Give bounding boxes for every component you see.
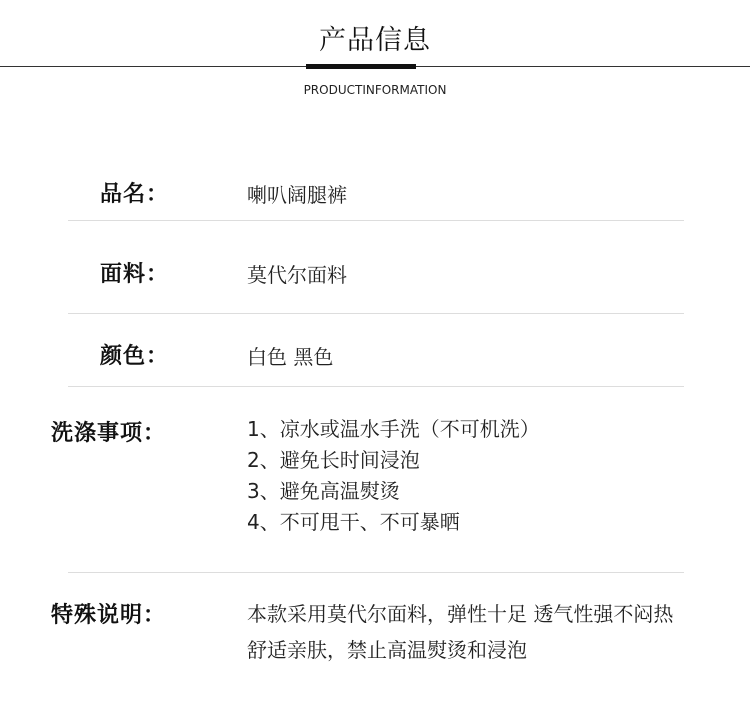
page-subtitle: PRODUCTINFORMATION [303, 83, 447, 97]
washing-instructions [247, 414, 540, 538]
row-divider [68, 220, 684, 221]
notes-label: 特殊说明： [51, 603, 167, 628]
row-divider [68, 572, 684, 573]
notes-line: 舒适亲肤，禁止高温熨烫和浸泡 [247, 638, 527, 662]
washing-line: 3、避免高温熨烫 [247, 479, 400, 503]
header-divider-accent [306, 64, 416, 69]
special-notes [247, 596, 673, 668]
product-name-label: 品名： [100, 182, 170, 207]
fabric-label: 面料： [100, 262, 170, 287]
notes-line: 本款采用莫代尔面料，弹性十足 透气性强不闷热 [247, 602, 674, 626]
product-name-value: 喇叭阔腿裤 [247, 183, 347, 207]
washing-line: 4、不可甩干、不可暴晒 [247, 510, 460, 534]
fabric-value: 莫代尔面料 [247, 263, 347, 287]
row-divider [68, 313, 684, 314]
washing-line: 1、凉水或温水手洗（不可机洗） [247, 417, 540, 441]
washing-label: 洗涤事项： [51, 421, 167, 446]
row-divider [68, 386, 684, 387]
washing-line: 2、避免长时间浸泡 [247, 448, 420, 472]
color-label: 颜色： [100, 344, 170, 369]
page-title: 产品信息 [319, 25, 431, 56]
color-value: 白色 黑色 [247, 345, 334, 369]
